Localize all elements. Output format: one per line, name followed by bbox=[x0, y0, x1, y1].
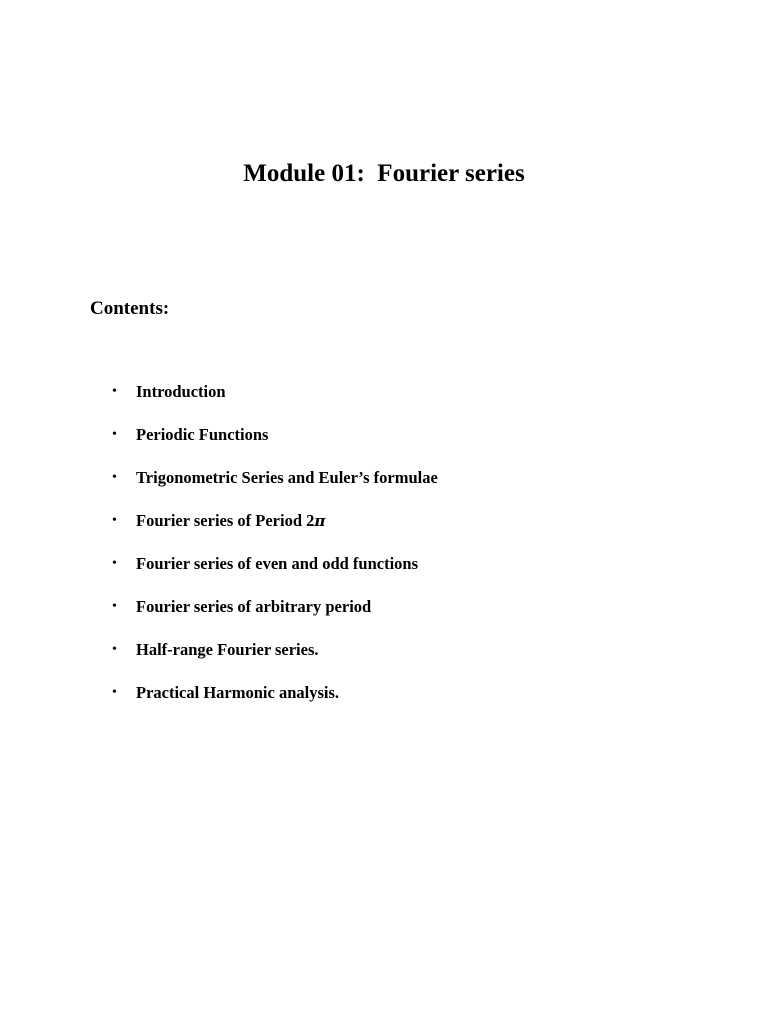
bullet-icon: • bbox=[112, 599, 117, 614]
pi-symbol: π bbox=[314, 512, 326, 530]
list-item-label: Half-range Fourier series. bbox=[136, 640, 319, 659]
list-item-label: Trigonometric Series and Euler’s formulae bbox=[136, 468, 438, 487]
list-item-label: Periodic Functions bbox=[136, 425, 269, 444]
bullet-icon: • bbox=[112, 556, 117, 571]
list-item-label bbox=[136, 510, 325, 532]
list-item-label: Fourier series of arbitrary period bbox=[136, 597, 372, 616]
bullet-icon: • bbox=[112, 642, 117, 657]
contents-heading: Contents: bbox=[90, 298, 170, 319]
bullet-icon: • bbox=[112, 470, 117, 485]
page-title: Module 01: Fourier series bbox=[243, 160, 525, 187]
bullet-icon: • bbox=[112, 685, 117, 700]
bullet-icon: • bbox=[112, 513, 117, 528]
bullet-icon: • bbox=[112, 384, 117, 399]
bullet-icon: • bbox=[112, 427, 117, 442]
list-item-text: Fourier series of Period 2 bbox=[136, 511, 315, 530]
list-item-label: Practical Harmonic analysis. bbox=[136, 683, 340, 702]
list-item-label: Introduction bbox=[136, 382, 226, 401]
list-item-label: Fourier series of even and odd functions bbox=[136, 554, 419, 573]
